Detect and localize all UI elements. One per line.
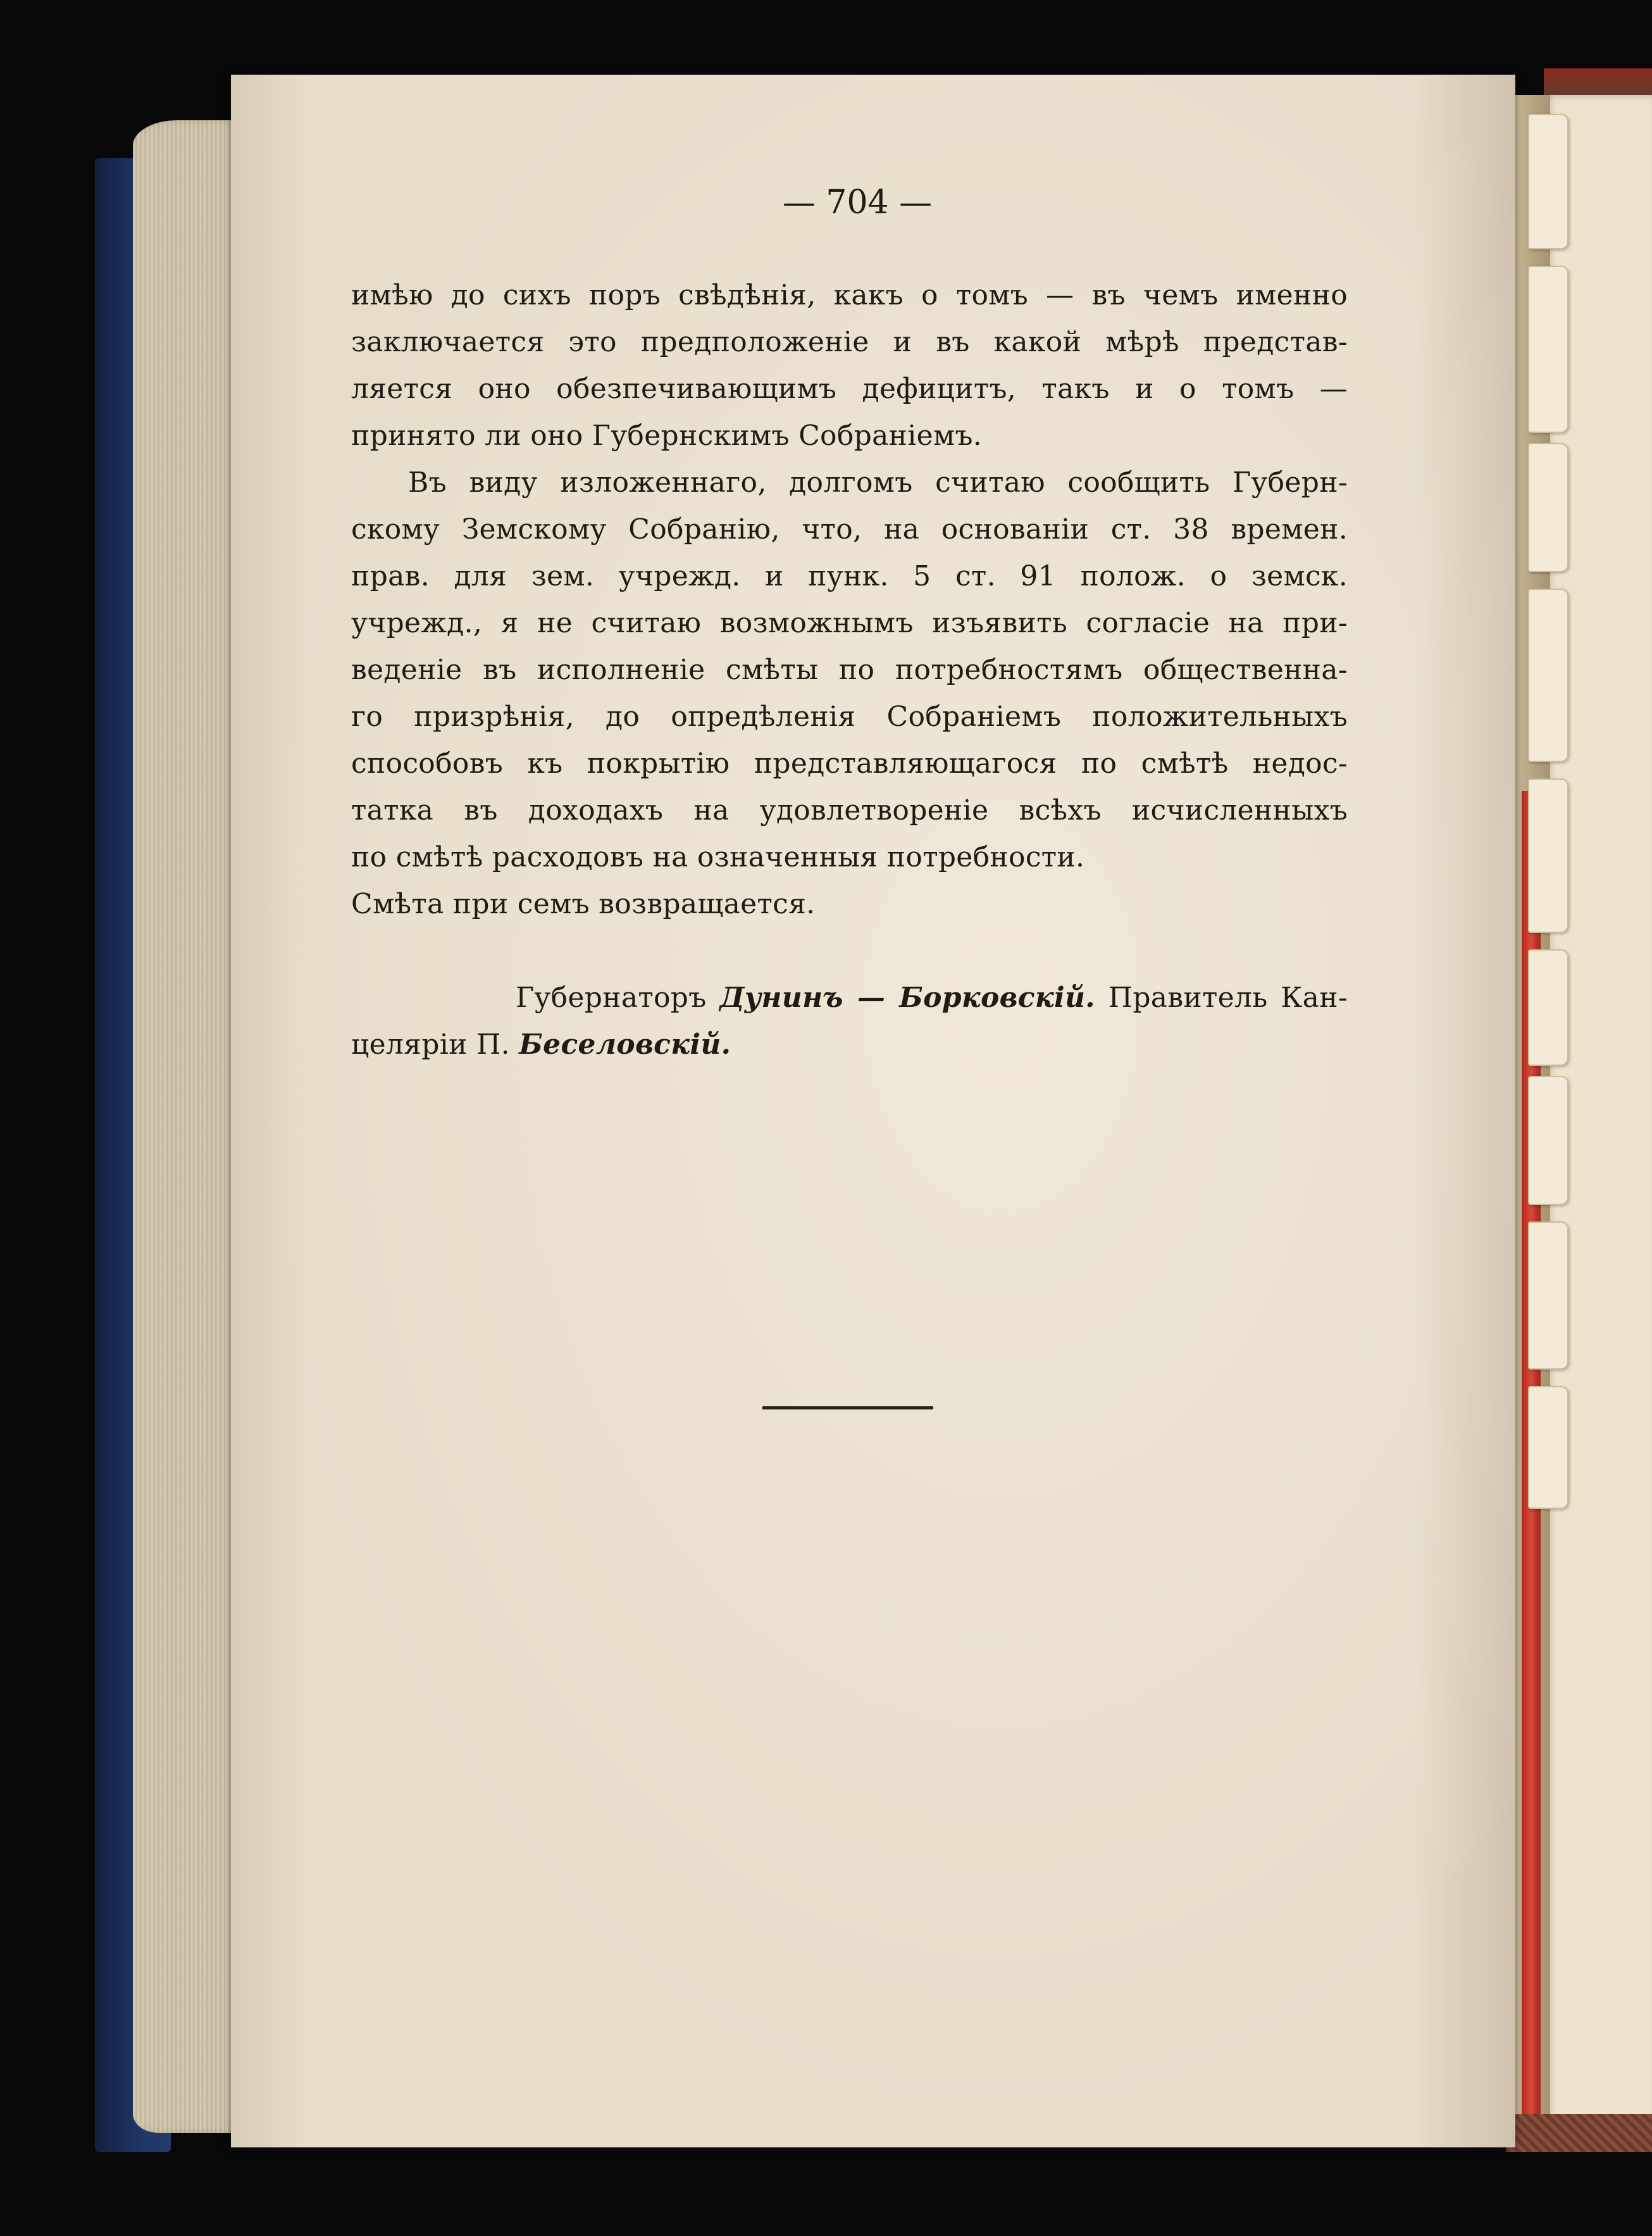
governor-title: Губернаторъ [516, 982, 707, 1014]
text-line: учрежд., я не считаю возможнымъ изъявить согласіе на при- [351, 607, 1348, 639]
signature-line-2 [351, 1021, 1348, 1068]
governor-name: Дунинъ — Борковскій. [719, 982, 1095, 1014]
secretary-title-start: Правитель Кан- [1108, 982, 1348, 1014]
torn-page-strip [1528, 266, 1568, 433]
torn-page-strip [1528, 1386, 1568, 1509]
text-line: татка въ доходахъ на удовлетвореніе всѣхъ исчисленныхъ [351, 794, 1348, 827]
text-line: веденіе въ исполненіе смѣты по потребностямъ общественна- [351, 654, 1348, 686]
text-line: способовъ къ покрытію представляющагося по смѣтѣ недос- [351, 747, 1348, 780]
text-line: Въ виду изложеннаго, долгомъ считаю сообщить Губерн- [408, 466, 1348, 499]
section-divider [762, 1406, 933, 1409]
body-text [351, 272, 1348, 928]
torn-page-strip [1528, 778, 1568, 933]
text-line: имѣю до сихъ поръ свѣдѣнія, какъ о томъ — въ чемъ именно [351, 279, 1348, 311]
right-book-cover-bottom [1506, 2114, 1652, 2152]
paragraph-continuation [351, 272, 1348, 459]
text-line: по смѣтѣ расходовъ на означенныя потребности. [351, 841, 1085, 873]
text-line: го призрѣнія, до опредѣленія Собраніемъ положительныхъ [351, 701, 1348, 733]
page-number: — 704 — [782, 184, 933, 222]
signature-block [351, 975, 1348, 1068]
torn-page-strip [1528, 1221, 1568, 1370]
text-line: ляется оно обезпечивающимъ дефицитъ, такъ и о томъ — [351, 373, 1348, 405]
secretary-name: Беселовскій. [519, 1028, 731, 1061]
torn-page-strip [1528, 949, 1568, 1066]
signature-line-1 [351, 975, 1348, 1021]
text-line: заключается это предположеніе и въ какой мѣрѣ представ- [351, 326, 1348, 358]
secretary-title-end: целяріи П. [351, 1028, 510, 1061]
torn-page-strip [1528, 114, 1568, 249]
torn-page-strip [1528, 443, 1568, 572]
text-line: принято ли оно Губернскимъ Собраніемъ. [351, 420, 983, 452]
text-line: Смѣта при семъ возвращается. [351, 888, 816, 920]
left-page-edges [133, 120, 240, 2133]
text-line: скому Земскому Собранію, что, на основаніи ст. 38 времен. [351, 513, 1348, 546]
text-line: прав. для зем. учрежд. и пунк. 5 ст. 91 полож. о земск. [351, 560, 1348, 592]
paragraph-main [351, 459, 1348, 928]
torn-page-strip [1528, 589, 1568, 762]
torn-page-strip [1528, 1076, 1568, 1205]
